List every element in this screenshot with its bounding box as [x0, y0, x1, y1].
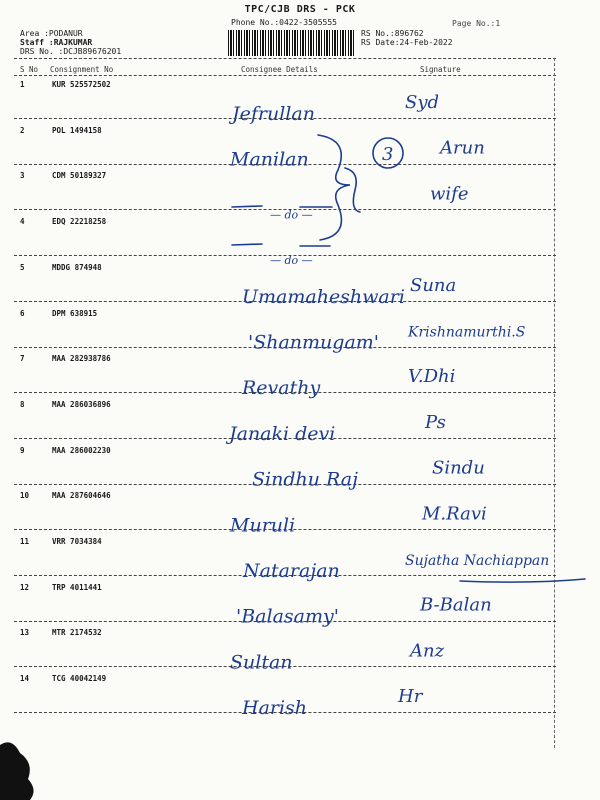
signature-handwritten: M.Ravi	[422, 503, 487, 525]
row-consignment-number: MAA 286002230	[52, 445, 111, 455]
signature-handwritten: Syd	[405, 92, 440, 113]
row-sno: 1	[20, 80, 25, 89]
row-consignment-number: VRR 7034384	[52, 537, 102, 546]
underline-sig-11	[460, 579, 585, 582]
consignee-name-handwritten: Janaki devi	[229, 422, 336, 445]
row-consignment-number: MDDG 874948	[52, 262, 102, 272]
consignee-name-handwritten: 'Shanmugam'	[248, 331, 380, 354]
row-sno: 9	[20, 445, 25, 455]
signature-handwritten: Sindu	[432, 457, 485, 479]
row-consignment-number: EDQ 22218258	[52, 217, 107, 227]
signature-handwritten: wife	[430, 183, 469, 205]
dash-mark-4	[232, 244, 262, 245]
row-sno: 5	[20, 262, 25, 272]
row-sno: 4	[20, 217, 25, 227]
brace-mark	[318, 135, 350, 240]
consignee-name-handwritten: Umamaheshwari	[242, 285, 405, 308]
ink-blot	[0, 735, 40, 800]
row-sno: 2	[20, 125, 25, 135]
signature-handwritten: Krishnamurthi.S	[408, 324, 526, 341]
signature-handwritten: Ps	[425, 411, 446, 433]
rs-date: RS Date:24-Feb-2022	[361, 38, 453, 47]
consignee-name-handwritten: 'Balasamy'	[236, 605, 339, 628]
signature-handwritten: Sujatha Nachiappan	[405, 553, 550, 569]
drs-number: DRS No. :DCJB89676201	[20, 47, 122, 56]
area-field: Area :PODANUR	[20, 29, 83, 38]
signature-handwritten: Suna	[410, 274, 457, 296]
row-consignment-number: TRP 4011441	[52, 582, 102, 592]
row-consignment-number: POL 1494158	[52, 125, 102, 135]
document-title: TPC/CJB DRS - PCK	[244, 4, 356, 15]
column-header-details: Consignee Details	[241, 65, 318, 74]
circled-number: 3	[382, 144, 394, 165]
row-sno: 11	[20, 537, 30, 546]
row-sno: 14	[20, 674, 30, 684]
row-sno: 6	[20, 308, 25, 318]
consignee-name-handwritten: Jefrullan	[232, 103, 315, 125]
rs-number: RS No.:896762	[361, 29, 424, 38]
row-sno: 13	[20, 628, 30, 638]
signature-handwritten: Arun	[440, 137, 485, 159]
signature-handwritten: B-Balan	[420, 594, 492, 616]
row-sno: 3	[20, 171, 25, 181]
dash-mark-3	[232, 206, 262, 207]
row-consignment-number: MAA 287604646	[52, 491, 111, 501]
row-sno: 10	[20, 491, 30, 501]
page-number: Page No.:1	[452, 19, 501, 28]
signature-handwritten: Anz	[410, 640, 445, 662]
brace-mark-right	[345, 168, 360, 212]
consignee-name-handwritten: Harish	[242, 697, 308, 720]
consignee-name-handwritten: Muruli	[230, 514, 296, 537]
row-consignment-number: TCG 40042149	[52, 674, 107, 684]
signature-handwritten: Hr	[398, 686, 423, 708]
row-consignment-number: DPM 638915	[52, 308, 98, 318]
consignee-name-handwritten: Natarajan	[243, 560, 340, 582]
consignee-ditto-handwritten: — do —	[270, 254, 313, 268]
row-consignment-number: KUR 525572502	[52, 80, 111, 89]
phone-number: Phone No.:0422-3505555	[231, 18, 337, 27]
column-header-consignment: Consignment No	[50, 65, 114, 74]
row-consignment-number: MTR 2174532	[52, 628, 102, 638]
consignee-name-handwritten: Revathy	[242, 377, 321, 400]
consignee-name-handwritten: Sindhu Raj	[252, 468, 358, 491]
consignee-ditto-handwritten: — do —	[270, 208, 313, 222]
row-sno: 12	[20, 582, 30, 592]
staff-field: Staff :RAJKUMAR	[20, 38, 93, 47]
row-consignment-number: CDM 50189327	[52, 171, 107, 181]
column-header-signature: Signature	[420, 65, 461, 74]
signature-handwritten: V.Dhi	[408, 366, 456, 388]
consignee-name-handwritten: Manilan	[230, 148, 309, 171]
consignee-name-handwritten: Sultan	[230, 651, 293, 674]
row-consignment-number: MAA 286036896	[52, 399, 111, 409]
row-sno: 7	[20, 354, 25, 364]
row-consignment-number: MAA 282938786	[52, 354, 111, 364]
row-sno: 8	[20, 399, 25, 409]
column-header-sno: S No	[20, 65, 39, 74]
